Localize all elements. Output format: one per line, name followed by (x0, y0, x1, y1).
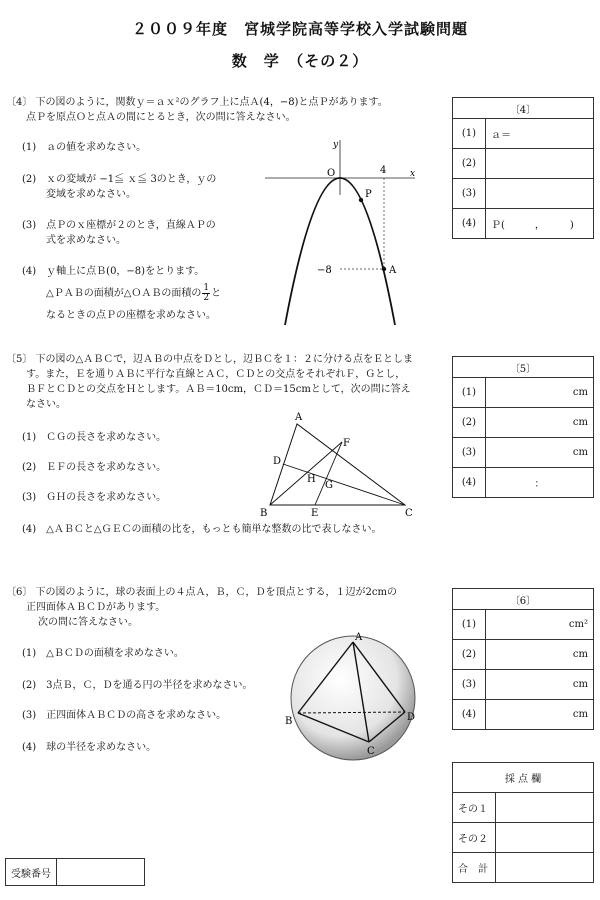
score-part2-field[interactable] (496, 823, 594, 853)
answer-6-3-number: (3) (453, 670, 486, 700)
q5-intro-line4: なさい。 (26, 399, 66, 410)
answer-4-3-number: (3) (453, 179, 486, 209)
exam-number-field[interactable] (57, 859, 145, 886)
answer-6-4-number: (4) (453, 700, 486, 730)
label-a: A (355, 632, 363, 643)
answer-6-1-field[interactable]: cm² (486, 610, 594, 640)
label-g: G (325, 480, 333, 491)
point-p (359, 198, 363, 202)
q4-part3-line2: 式を求めなさい。 (46, 235, 126, 246)
score-part2-label: その２ (453, 823, 496, 853)
label-y: y (333, 140, 339, 150)
answer-5-4-field[interactable]: ： (486, 468, 594, 498)
q6-intro-line3: 次の問に答えなさい。 (38, 617, 138, 628)
score-table (452, 762, 594, 883)
answer-table-4 (452, 97, 594, 239)
score-header: 採 点 欄 (453, 763, 594, 793)
q5-part2: (2) ＥＦの長さを求めなさい。 (22, 462, 167, 473)
score-part1-field[interactable] (496, 793, 594, 823)
q4-part2-line2: 変域を求めなさい。 (46, 189, 136, 200)
answer-4-3-field[interactable] (486, 179, 594, 209)
fraction-half: $\frac{1}{2}$ (203, 283, 210, 303)
answer-table-5 (452, 356, 594, 498)
score-total-label: 合 計 (453, 853, 496, 883)
answer-5-3-field[interactable]: cm (486, 438, 594, 468)
answer-5-2-number: (2) (453, 408, 486, 438)
answer-4-4-field[interactable]: Ｐ( ， ) (486, 209, 594, 239)
answer-5-1-number: (1) (453, 378, 486, 408)
answer-5-header: 〔5〕 (453, 357, 594, 378)
label-a: A (389, 265, 397, 276)
label-a: A (295, 412, 303, 423)
answer-4-header: 〔4〕 (453, 98, 594, 119)
answer-4-1-number: (1) (453, 119, 486, 149)
answer-6-3-field[interactable]: cm (486, 670, 594, 700)
q6-intro-line1: 〔6〕 下の図のように，球の表面上の４点Ａ，Ｂ，Ｃ，Ｄを頂点とする，１辺が2cmの (6, 587, 397, 598)
label-e: E (311, 508, 319, 516)
answer-6-4-field[interactable]: cm (486, 700, 594, 730)
label-c: C (367, 746, 375, 757)
label-four: 4 (380, 165, 387, 176)
q6-part2: (2) 3点Ｂ，Ｃ，Ｄを通る円の半径を求めなさい。 (22, 680, 253, 691)
segment-ef (315, 442, 342, 505)
sphere-tetrahedron-figure (283, 628, 423, 768)
answer-5-1-field[interactable]: cm (486, 378, 594, 408)
q4-part4-text: △ＰＡＢの面積が△ＯＡＢの面積の (46, 288, 202, 299)
q6-part4: (4) 球の半径を求めなさい。 (22, 742, 157, 753)
answer-4-1-field[interactable]: ａ＝ (486, 119, 594, 149)
q4-part1: (1) ａの値を求めなさい。 (22, 142, 147, 153)
triangle-abc (270, 424, 405, 505)
q5-part4: (4) △ＡＢＣと△ＧＥＣの面積の比を，もっとも簡単な整数の比で表しなさい。 (22, 524, 382, 535)
parabola-figure (255, 135, 430, 330)
label-b: B (285, 716, 293, 727)
q6-intro-line2: 正四面体ＡＢＣＤがあります。 (26, 602, 166, 613)
answer-4-4-number: (4) (453, 209, 486, 239)
answer-4-2-field[interactable] (486, 149, 594, 179)
q5-intro-line2: す。また，Ｅを通りＡＢに平行な直線とＡＣ，ＣＤとの交点をそれぞれＦ，Ｇとし， (26, 369, 406, 380)
answer-4-2-number: (2) (453, 149, 486, 179)
label-c: C (405, 508, 413, 516)
label-h: H (307, 474, 316, 485)
q4-intro-line1: 〔4〕 下の図のように，関数ｙ＝ａｘ²のグラフ上に点Ａ(4，−8)と点Ｐがあります。 (6, 97, 388, 108)
label-d: D (407, 712, 416, 723)
label-p: P (365, 189, 372, 200)
answer-5-4-number: (4) (453, 468, 486, 498)
label-d: D (273, 456, 282, 467)
answer-6-header: 〔6〕 (453, 589, 594, 610)
answer-6-2-field[interactable]: cm (486, 640, 594, 670)
segment-cd (283, 464, 405, 505)
triangle-figure (255, 408, 425, 516)
exam-number-label: 受験番号 (6, 859, 57, 886)
q4-intro-line2: 点Ｐを原点Ｏと点Ａの間にとるとき，次の問に答えなさい。 (26, 112, 296, 123)
answer-6-1-number: (1) (453, 610, 486, 640)
q5-intro-line3: ＢＦとＣＤとの交点をＨとします。ＡＢ＝10cm，ＣＤ＝15cmとして，次の問に答え (26, 384, 411, 395)
q4-part4-line3: なるときの点Ｐの座標を求めなさい。 (46, 310, 216, 321)
q5-part1: (1) ＣＧの長さを求めなさい。 (22, 432, 167, 443)
label-f: F (343, 438, 350, 449)
exam-number-box (5, 858, 145, 886)
answer-5-3-number: (3) (453, 438, 486, 468)
exam-title: ２００９年度 宮城学院高等学校入学試験問題 (131, 20, 468, 38)
q4-part4-line1: (4) ｙ軸上に点Ｂ(0，−8)をとります。 (22, 266, 205, 277)
parabola-curve (285, 178, 395, 325)
q4-part3-line1: (3) 点Ｐのｘ座標が２のとき，直線ＡＰの (22, 220, 216, 231)
q6-part1: (1) △ＢＣＤの面積を求めなさい。 (22, 648, 184, 659)
score-part1-label: その１ (453, 793, 496, 823)
q5-part3: (3) ＧＨの長さを求めなさい。 (22, 492, 167, 503)
q5-intro-line1: 〔5〕 下の図の△ＡＢＣで，辺ＡＢの中点をＤとし，辺ＢＣを１：２に分ける点をＥとしま (6, 354, 414, 365)
score-total-field[interactable] (496, 853, 594, 883)
answer-table-6 (452, 588, 594, 730)
q4-part2-line1: (2) ｘの変域が −1≦ ｘ≦ 3のとき，ｙの (22, 174, 217, 185)
answer-6-2-number: (2) (453, 640, 486, 670)
page-subtitle: 数 学 （その２） (231, 52, 369, 70)
q4-part4-line2: △ＰＡＢの面積が△ＯＡＢの面積の $\frac{1}{2}$ と (46, 283, 222, 303)
point-a (382, 267, 386, 271)
answer-5-2-field[interactable]: cm (486, 408, 594, 438)
label-origin: O (327, 168, 336, 179)
label-b: B (260, 508, 268, 516)
label-x: x (410, 169, 416, 179)
label-minus-eight: −8 (317, 265, 332, 276)
q6-part3: (3) 正四面体ＡＢＣＤの高さを求めなさい。 (22, 710, 227, 721)
